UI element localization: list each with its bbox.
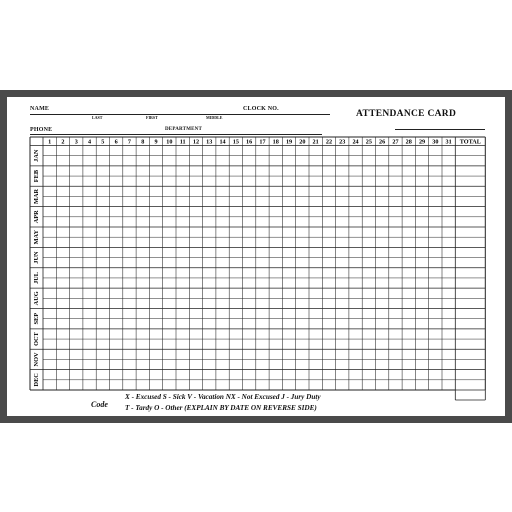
code-line-2: T - Tardy O - Other (EXPLAIN BY DATE ON REVERSE SIDE) bbox=[125, 404, 317, 412]
day-header: 5 bbox=[101, 138, 105, 146]
first-label: FIRST bbox=[146, 115, 158, 120]
day-header: 18 bbox=[272, 138, 279, 146]
day-header: 12 bbox=[192, 138, 200, 146]
department-label: DEPARTMENT bbox=[165, 127, 203, 132]
month-label: OCT bbox=[33, 332, 40, 346]
day-header: 30 bbox=[432, 138, 439, 146]
phone-label: PHONE bbox=[30, 127, 53, 133]
code-label: Code bbox=[91, 400, 108, 409]
day-header: 4 bbox=[88, 138, 92, 146]
day-header: 2 bbox=[61, 138, 65, 146]
day-header: 11 bbox=[179, 138, 186, 146]
day-header: 20 bbox=[299, 138, 306, 146]
name-label: NAME bbox=[30, 106, 50, 112]
day-header: 26 bbox=[379, 138, 386, 146]
day-header: 21 bbox=[312, 138, 319, 146]
day-header: 28 bbox=[405, 138, 412, 146]
day-header: 14 bbox=[219, 138, 226, 146]
month-label: JAN bbox=[33, 149, 40, 162]
day-header: 9 bbox=[154, 138, 158, 146]
day-header: 15 bbox=[232, 138, 239, 146]
month-label: MAY bbox=[33, 229, 40, 245]
month-label: SEP bbox=[33, 312, 40, 325]
day-header: 24 bbox=[352, 138, 359, 146]
month-label: JUL bbox=[33, 271, 40, 284]
month-label: NOV bbox=[33, 352, 40, 367]
day-header: 29 bbox=[418, 138, 426, 146]
day-header: 16 bbox=[246, 138, 253, 146]
month-label: APR bbox=[33, 210, 40, 224]
month-label: JUN bbox=[33, 251, 40, 264]
day-header: 19 bbox=[285, 138, 293, 146]
day-header: 8 bbox=[141, 138, 145, 146]
day-header: 10 bbox=[166, 138, 173, 146]
card-title: ATTENDANCE CARD bbox=[356, 109, 457, 119]
month-label: MAR bbox=[33, 188, 40, 204]
last-label: LAST bbox=[92, 115, 103, 120]
day-header: 6 bbox=[114, 138, 118, 146]
month-label: FEB bbox=[33, 169, 40, 183]
day-header: 1 bbox=[48, 138, 52, 146]
day-header: 3 bbox=[74, 138, 78, 146]
day-header: 13 bbox=[206, 138, 213, 146]
day-header: 7 bbox=[127, 138, 131, 146]
month-label: DEC bbox=[33, 373, 40, 387]
day-header: 17 bbox=[259, 138, 266, 146]
total-header: TOTAL bbox=[459, 138, 481, 146]
day-header: 25 bbox=[365, 138, 372, 146]
middle-label: MIDDLE bbox=[206, 115, 223, 120]
day-header: 27 bbox=[392, 138, 399, 146]
day-header: 22 bbox=[325, 138, 333, 146]
clock-no-label: CLOCK NO. bbox=[243, 106, 279, 112]
day-header: 23 bbox=[339, 138, 346, 146]
day-header: 31 bbox=[445, 138, 452, 146]
code-line-1: X - Excused S - Sick V - Vacation NX - Not Excused J - Jury Duty bbox=[125, 393, 321, 401]
month-label: AUG bbox=[33, 291, 40, 306]
